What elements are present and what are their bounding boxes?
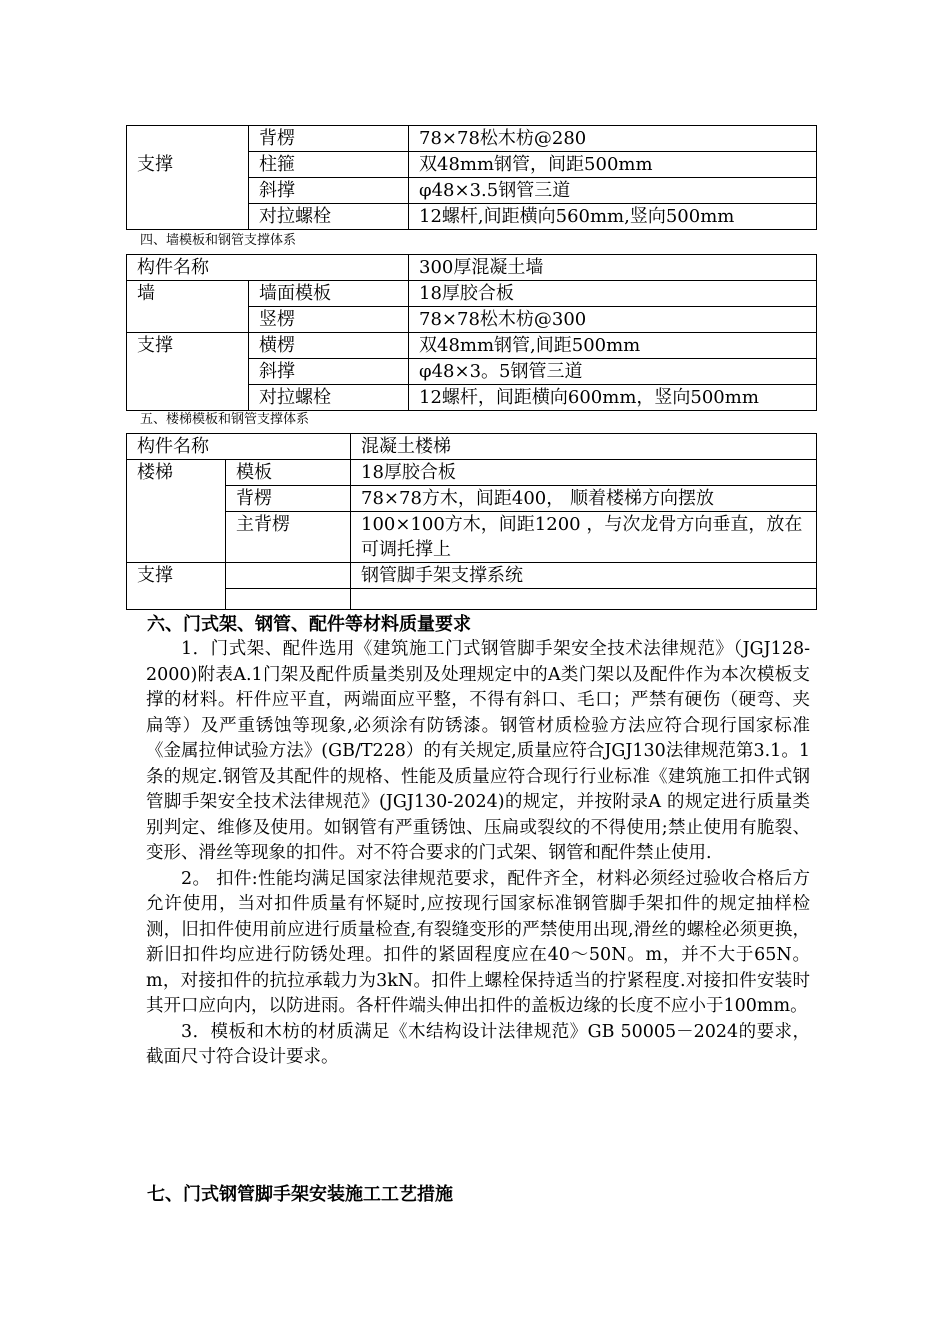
table-row	[127, 486, 817, 512]
table-cell: 背楞	[249, 126, 409, 152]
table-wall-formwork	[126, 254, 817, 411]
table-row	[127, 589, 817, 610]
table-header-value: 混凝土楼梯	[351, 434, 817, 460]
table-row	[127, 152, 817, 178]
table-row	[127, 460, 817, 486]
table-header-name: 构件名称	[127, 255, 409, 281]
table-cell: 对拉螺栓	[249, 204, 409, 230]
table-cell: 支撑	[127, 152, 249, 178]
table-row	[127, 333, 817, 359]
table-row	[127, 204, 817, 230]
table-cell: 背楞	[226, 486, 351, 512]
paragraph: 1．门式架、配件选用《建筑施工门式钢管脚手架安全技术法律规范》（JGJ128-2000)附表A.1门架及配件质量类别及处理规定中的A类门架以及配件作为本次模板支撑的材料。杆件应平直，两端面应平整，不得有斜口、毛口；严禁有硬伤（硬弯、夹扁等）及严重锈蚀等现象,必须涂有防锈漆。钢管材质检验方法应符合现行国家标准《金属拉伸试验方法》(GB/T228）的有关规定,质量应符合JGJ130法律规范第3.1。1条的规定.钢管及其配件的规格、性能及质量应符合现行行业标准《建筑施工扣件式钢管脚手架安全技术法律规范》(JGJ130-2024)的规定，并按附录A 的规定进行质量类别判定、维修及使用。如钢管有严重锈蚀、压扁或裂纹的不得使用;禁止使用有脆裂、变形、滑丝等现象的扣件。对不符合要求的门式架、钢管和配件禁止使用.	[146, 639, 810, 863]
table-cell: 18厚胶合板	[409, 281, 817, 307]
table-stair-formwork	[126, 433, 817, 610]
table-header-name: 构件名称	[127, 434, 351, 460]
table-row	[127, 281, 817, 307]
table-cell: 柱箍	[249, 152, 409, 178]
table-cell: φ48×3。5钢管三道	[409, 359, 817, 385]
paragraph: 2。 扣件:性能均满足国家法律规范要求，配件齐全，材料必须经过验收合格后方允许使用，当对扣件质量有怀疑时,应按现行国家标准钢管脚手架扣件的规定抽样检测，旧扣件使用前应进行质量检查,有裂缝变形的严禁使用出现,滑丝的螺栓必须更换，新旧扣件均应进行防锈处理。扣件的紧固程度应在40～50N。m，并不大于65N。m，对接扣件的抗拉承载力为3kN。扣件上螺栓保持适当的拧紧程度.对接扣件安装时其开口应向内，以防进雨。各杆件端头伸出扣件的盖板边缘的长度不应小于100mm。	[146, 868, 810, 1016]
table-row	[127, 178, 817, 204]
table-cell: 横楞	[249, 333, 409, 359]
row-label-support: 支撑	[127, 333, 249, 411]
table-cell	[127, 204, 249, 230]
table-cell	[226, 589, 351, 610]
row-label-wall: 墙	[127, 281, 249, 333]
table-cell: 12螺杆，间距横向600mm，竖向500mm	[409, 385, 817, 411]
table-cell: 78×78松木枋@300	[409, 307, 817, 333]
section-heading-material-quality: 六、门式架、钢管、配件等材料质量要求	[147, 614, 471, 635]
table-cell: 斜撑	[249, 359, 409, 385]
table-cell: 墙面模板	[249, 281, 409, 307]
table-cell	[127, 178, 249, 204]
table-cell: 双48mm钢管，间距500mm	[409, 152, 817, 178]
table-cell: 12螺杆,间距横向560mm,竖向500mm	[409, 204, 817, 230]
table-row	[127, 563, 817, 589]
table-row	[127, 126, 817, 152]
table-cell: 斜撑	[249, 178, 409, 204]
row-label-stair: 楼梯	[127, 460, 226, 563]
caption-wall-formwork: 四、墙模板和钢管支撑体系	[140, 233, 297, 248]
table-formwork-support-continued	[126, 125, 817, 230]
caption-stair-formwork: 五、楼梯模板和钢管支撑体系	[140, 412, 310, 427]
section-heading-installation: 七、门式钢管脚手架安装施工工艺措施	[147, 1184, 453, 1205]
table-cell: 18厚胶合板	[351, 460, 817, 486]
row-label-support: 支撑	[127, 563, 226, 610]
paragraph: 3．模板和木枋的材质满足《木结构设计法律规范》GB 50005－2024的要求，截面尺寸符合设计要求。	[146, 1021, 810, 1067]
table-cell: 双48mm钢管,间距500mm	[409, 333, 817, 359]
section-body-material-quality	[146, 637, 810, 1071]
table-cell: 模板	[226, 460, 351, 486]
table-row	[127, 512, 817, 563]
table-cell	[127, 126, 249, 152]
table-row	[127, 434, 817, 460]
table-cell: 对拉螺栓	[249, 385, 409, 411]
table-cell: φ48×3.5钢管三道	[409, 178, 817, 204]
table-cell: 78×78方木，间距400， 顺着楼梯方向摆放	[351, 486, 817, 512]
table-header-value: 300厚混凝土墙	[409, 255, 817, 281]
table-cell: 竖楞	[249, 307, 409, 333]
table-cell: 主背楞	[226, 512, 351, 563]
table-cell: 100×100方木，间距1200 ，与次龙骨方向垂直，放在可调托撑上	[351, 512, 817, 563]
table-cell: 钢管脚手架支撑系统	[351, 563, 817, 589]
table-cell	[226, 563, 351, 589]
table-row	[127, 255, 817, 281]
table-cell: 78×78松木枋@280	[409, 126, 817, 152]
table-cell	[351, 589, 817, 610]
